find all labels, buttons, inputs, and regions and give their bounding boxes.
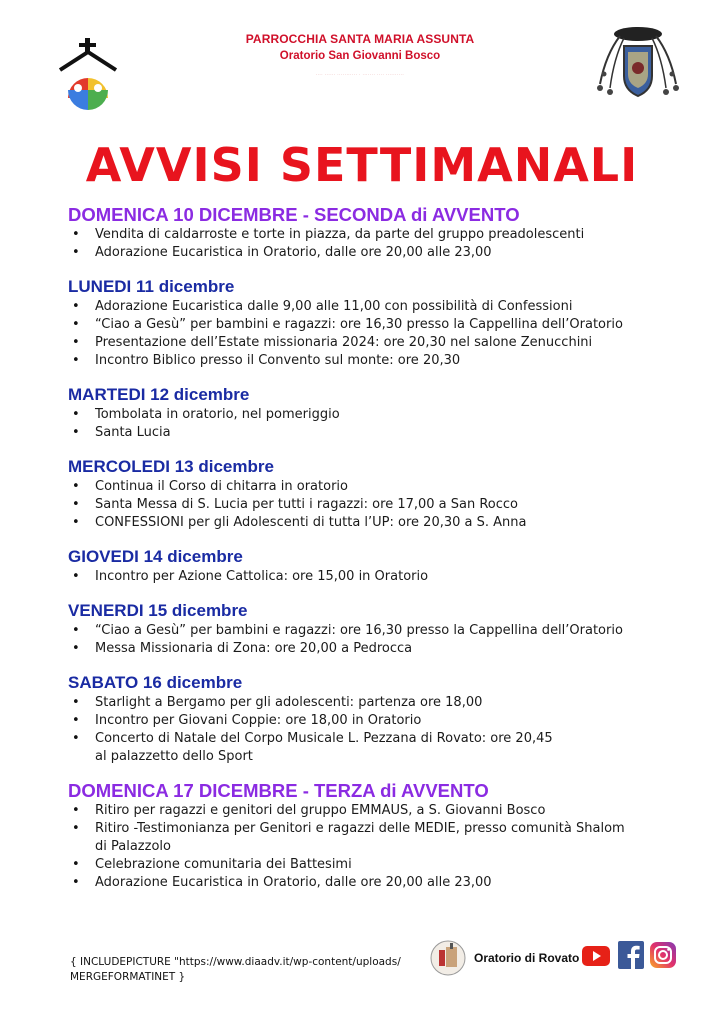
day-section [68, 384, 688, 442]
announcements-list [68, 204, 688, 892]
parish-name: PARROCCHIA SANTA MARIA ASSUNTA [245, 32, 475, 46]
list-item: • Presentazione dell’Estate missionaria 2024: ore 20,30 nel salone Zenucchini [68, 334, 688, 352]
day-section [68, 672, 688, 766]
list-item: • Ritiro per ragazzi e genitori del gruppo EMMAUS, a S. Giovanni Bosco [68, 802, 688, 820]
day-title: MERCOLEDI 13 dicembre [68, 457, 274, 476]
list-item: • “Ciao a Gesù” per bambini e ragazzi: ore 16,30 presso la Cappellina dell’Oratorio [68, 622, 688, 640]
day-section [68, 204, 688, 262]
day-title: DOMENICA 17 DICEMBRE - TERZA di AVVENTO [68, 780, 489, 801]
list-item: • Adorazione Eucaristica in Oratorio, dalle ore 20,00 alle 23,00 [68, 874, 688, 892]
page-title: AVVISI SETTIMANALI [85, 138, 639, 192]
list-item: • Adorazione Eucaristica in Oratorio, dalle ore 20,00 alle 23,00 [68, 244, 688, 262]
list-item: • Santa Lucia [68, 424, 688, 442]
list-item: • Concerto di Natale del Corpo Musicale L. Pezzana di Rovato: ore 20,45 al palazzetto dello Sport [68, 730, 565, 766]
oratorio-label: Oratorio di Rovato [474, 951, 580, 965]
oratorio-logo [430, 940, 466, 976]
youtube-icon[interactable] [582, 946, 610, 966]
parish-header [200, 32, 520, 77]
list-item: • Incontro per Giovani Coppie: ore 18,00 in Oratorio [68, 712, 688, 730]
day-title: VENERDI 15 dicembre [68, 601, 248, 620]
list-item: • Incontro per Azione Cattolica: ore 15,00 in Oratorio [68, 568, 688, 586]
instagram-icon[interactable] [650, 942, 676, 968]
puzzle-house-logo [56, 36, 120, 110]
day-section [68, 546, 688, 586]
day-section [68, 600, 688, 658]
list-item: • Continua il Corso di chitarra in oratorio [68, 478, 688, 496]
list-item: • Santa Messa di S. Lucia per tutti i ragazzi: ore 17,00 a San Rocco [68, 496, 688, 514]
oratorio-name: Oratorio San Giovanni Bosco [279, 50, 441, 62]
list-item: • Tombolata in oratorio, nel pomeriggio [68, 406, 688, 424]
episcopal-crest-icon [590, 24, 686, 106]
list-item: • Ritiro -Testimonianza per Genitori e ragazzi delle MEDIE, presso comunità Shalom di Palazzolo [68, 820, 635, 856]
list-item: • Vendita di caldarroste e torte in piazza, da parte del gruppo preadolescenti [68, 226, 688, 244]
day-title: DOMENICA 10 DICEMBRE - SECONDA di AVVENTO [68, 204, 520, 225]
day-title: SABATO 16 dicembre [68, 673, 243, 692]
header-small-print: ···· ······ ··········· · ······· ···· ·········· [315, 72, 405, 77]
list-item: • CONFESSIONI per gli Adolescenti di tutta l’UP: ore 20,30 a S. Anna [68, 514, 688, 532]
list-item: • “Ciao a Gesù” per bambini e ragazzi: ore 16,30 presso la Cappellina dell’Oratorio [68, 316, 688, 334]
day-section [68, 780, 688, 892]
facebook-icon[interactable] [618, 941, 644, 969]
day-title: MARTEDI 12 dicembre [68, 385, 250, 404]
list-item: • Celebrazione comunitaria dei Battesimi [68, 856, 688, 874]
list-item: • Messa Missionaria di Zona: ore 20,00 a Pedrocca [68, 640, 688, 658]
day-title: GIOVEDI 14 dicembre [68, 547, 243, 566]
day-title: LUNEDI 11 dicembre [68, 277, 235, 296]
list-item: • Adorazione Eucaristica dalle 9,00 alle 11,00 con possibilità di Confessioni [68, 298, 688, 316]
list-item: • Starlight a Bergamo per gli adolescenti: partenza ore 18,00 [68, 694, 688, 712]
list-item: • Incontro Biblico presso il Convento sul monte: ore 20,30 [68, 352, 688, 370]
footer-field-code: { INCLUDEPICTURE "https://www.diaadv.it/wp-content/uploads/ MERGEFORMATINET } [70, 956, 401, 983]
day-section [68, 276, 688, 370]
day-section [68, 456, 688, 532]
